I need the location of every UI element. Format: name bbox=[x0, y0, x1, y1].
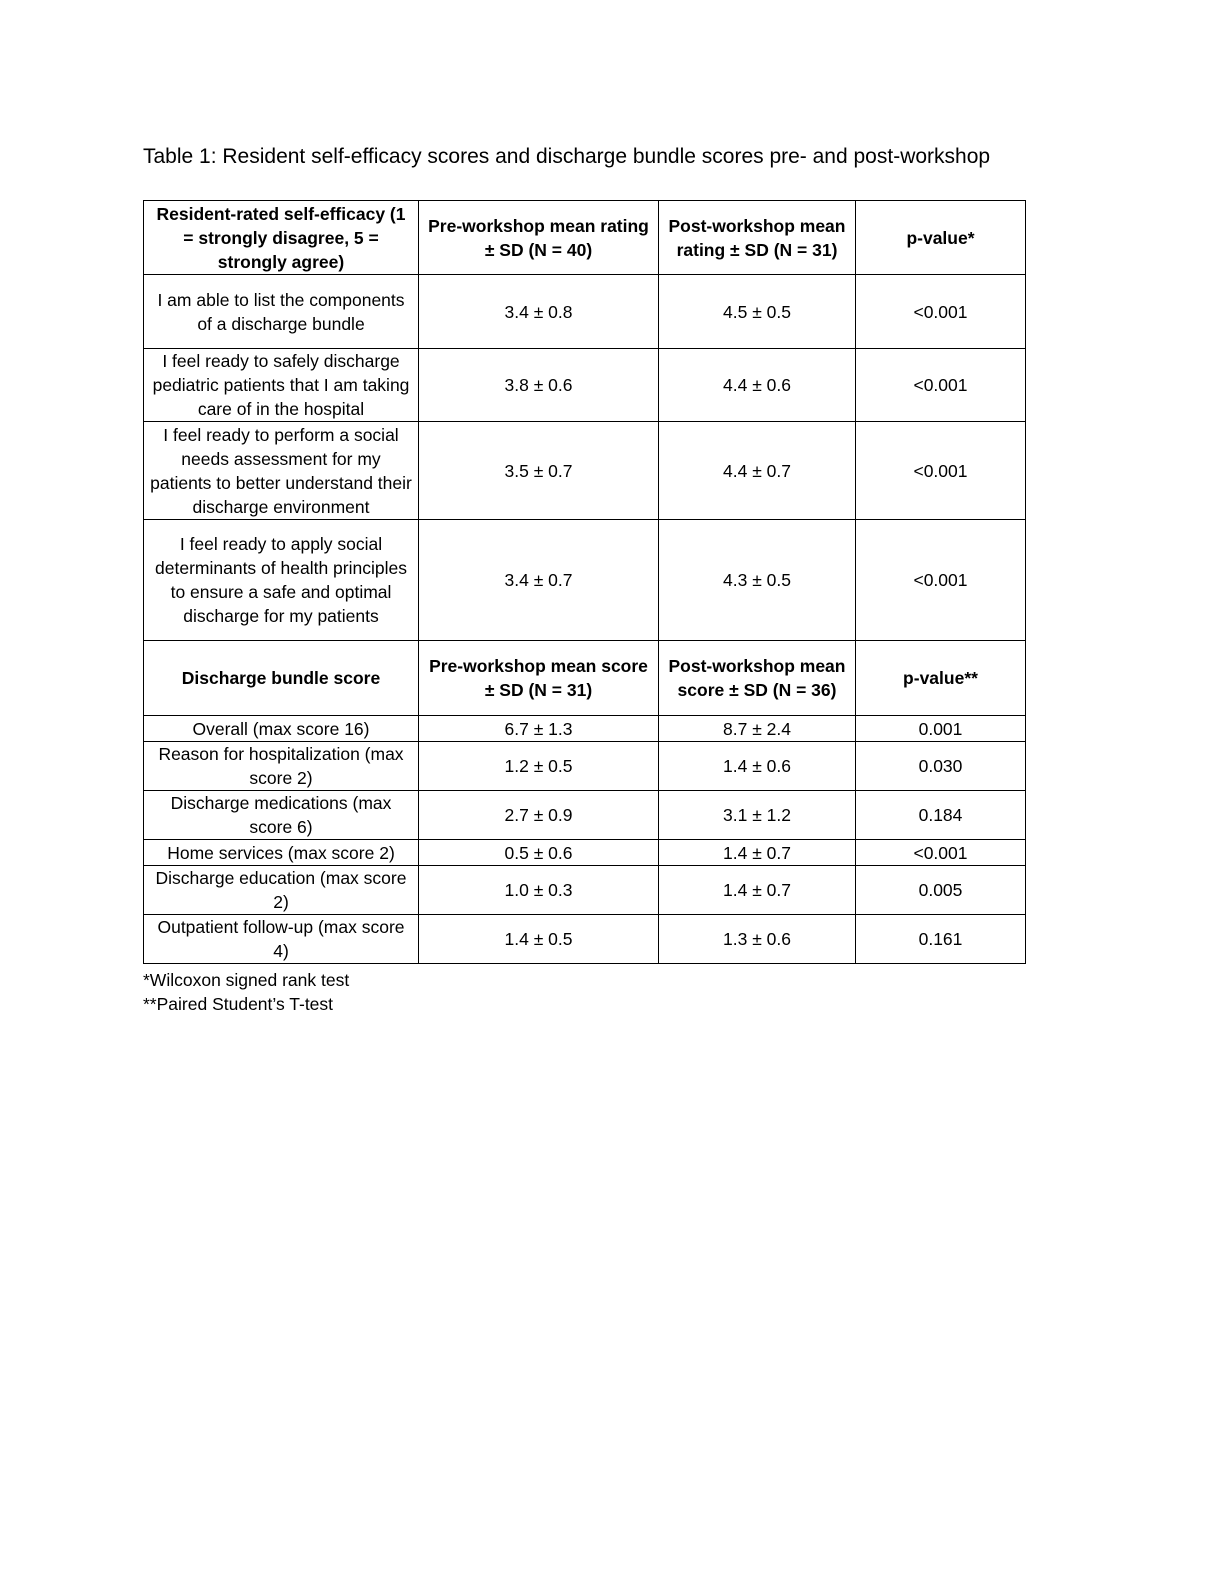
table-row bbox=[144, 791, 1026, 840]
header-p-value: p-value* bbox=[856, 201, 1026, 275]
row-post: 1.4 ± 0.7 bbox=[659, 840, 856, 866]
row-item: Outpatient follow-up (max score 4) bbox=[144, 915, 419, 964]
row-post: 1.4 ± 0.6 bbox=[659, 742, 856, 791]
table-row bbox=[144, 275, 1026, 349]
row-p: <0.001 bbox=[856, 840, 1026, 866]
row-p: <0.001 bbox=[856, 275, 1026, 349]
self-efficacy-header-row bbox=[144, 201, 1026, 275]
row-item: I feel ready to safely discharge pediatric patients that I am taking care of in the hospital bbox=[144, 349, 419, 422]
table-row bbox=[144, 840, 1026, 866]
table-row bbox=[144, 742, 1026, 791]
row-post: 8.7 ± 2.4 bbox=[659, 716, 856, 742]
footnotes bbox=[143, 968, 349, 1016]
row-p: <0.001 bbox=[856, 349, 1026, 422]
row-pre: 3.4 ± 0.8 bbox=[419, 275, 659, 349]
row-p: 0.005 bbox=[856, 866, 1026, 915]
row-post: 3.1 ± 1.2 bbox=[659, 791, 856, 840]
row-p: 0.184 bbox=[856, 791, 1026, 840]
table-title: Table 1: Resident self-efficacy scores and discharge bundle scores pre- and post-workshop bbox=[143, 145, 991, 168]
footnote-wilcoxon: *Wilcoxon signed rank test bbox=[143, 970, 350, 990]
table-row bbox=[144, 866, 1026, 915]
row-item: I feel ready to apply social determinants of health principles to ensure a safe and optimal discharge for my patients bbox=[144, 520, 419, 641]
header-p-value: p-value** bbox=[856, 641, 1026, 716]
table-row bbox=[144, 520, 1026, 641]
row-pre: 3.8 ± 0.6 bbox=[419, 349, 659, 422]
row-item: I am able to list the components of a discharge bundle bbox=[144, 275, 419, 349]
header-bundle-score: Discharge bundle score bbox=[144, 641, 419, 716]
row-post: 1.3 ± 0.6 bbox=[659, 915, 856, 964]
results-table bbox=[143, 200, 1026, 964]
header-post-score: Post-workshop mean score ± SD (N = 36) bbox=[659, 641, 856, 716]
row-item: Discharge education (max score 2) bbox=[144, 866, 419, 915]
row-pre: 6.7 ± 1.3 bbox=[419, 716, 659, 742]
table-row bbox=[144, 915, 1026, 964]
row-p: <0.001 bbox=[856, 422, 1026, 520]
row-pre: 3.4 ± 0.7 bbox=[419, 520, 659, 641]
row-post: 4.3 ± 0.5 bbox=[659, 520, 856, 641]
header-post-rating: Post-workshop mean rating ± SD (N = 31) bbox=[659, 201, 856, 275]
table-row bbox=[144, 422, 1026, 520]
row-p: 0.030 bbox=[856, 742, 1026, 791]
row-p: <0.001 bbox=[856, 520, 1026, 641]
row-item: Overall (max score 16) bbox=[144, 716, 419, 742]
row-post: 4.4 ± 0.6 bbox=[659, 349, 856, 422]
row-p: 0.001 bbox=[856, 716, 1026, 742]
row-p: 0.161 bbox=[856, 915, 1026, 964]
row-post: 4.4 ± 0.7 bbox=[659, 422, 856, 520]
row-pre: 1.0 ± 0.3 bbox=[419, 866, 659, 915]
table-row bbox=[144, 349, 1026, 422]
row-item: Home services (max score 2) bbox=[144, 840, 419, 866]
row-pre: 3.5 ± 0.7 bbox=[419, 422, 659, 520]
row-pre: 1.2 ± 0.5 bbox=[419, 742, 659, 791]
row-pre: 1.4 ± 0.5 bbox=[419, 915, 659, 964]
footnote-ttest: **Paired Student’s T-test bbox=[143, 994, 334, 1014]
header-pre-rating: Pre-workshop mean rating ± SD (N = 40) bbox=[419, 201, 659, 275]
row-post: 4.5 ± 0.5 bbox=[659, 275, 856, 349]
header-self-efficacy: Resident-rated self-efficacy (1 = strongly disagree, 5 = strongly agree) bbox=[144, 201, 419, 275]
row-post: 1.4 ± 0.7 bbox=[659, 866, 856, 915]
row-pre: 2.7 ± 0.9 bbox=[419, 791, 659, 840]
bundle-header-row bbox=[144, 641, 1026, 716]
row-pre: 0.5 ± 0.6 bbox=[419, 840, 659, 866]
row-item: I feel ready to perform a social needs assessment for my patients to better understand their discharge environment bbox=[144, 422, 419, 520]
row-item: Reason for hospitalization (max score 2) bbox=[144, 742, 419, 791]
row-item: Discharge medications (max score 6) bbox=[144, 791, 419, 840]
table-row bbox=[144, 716, 1026, 742]
header-pre-score: Pre-workshop mean score ± SD (N = 31) bbox=[419, 641, 659, 716]
